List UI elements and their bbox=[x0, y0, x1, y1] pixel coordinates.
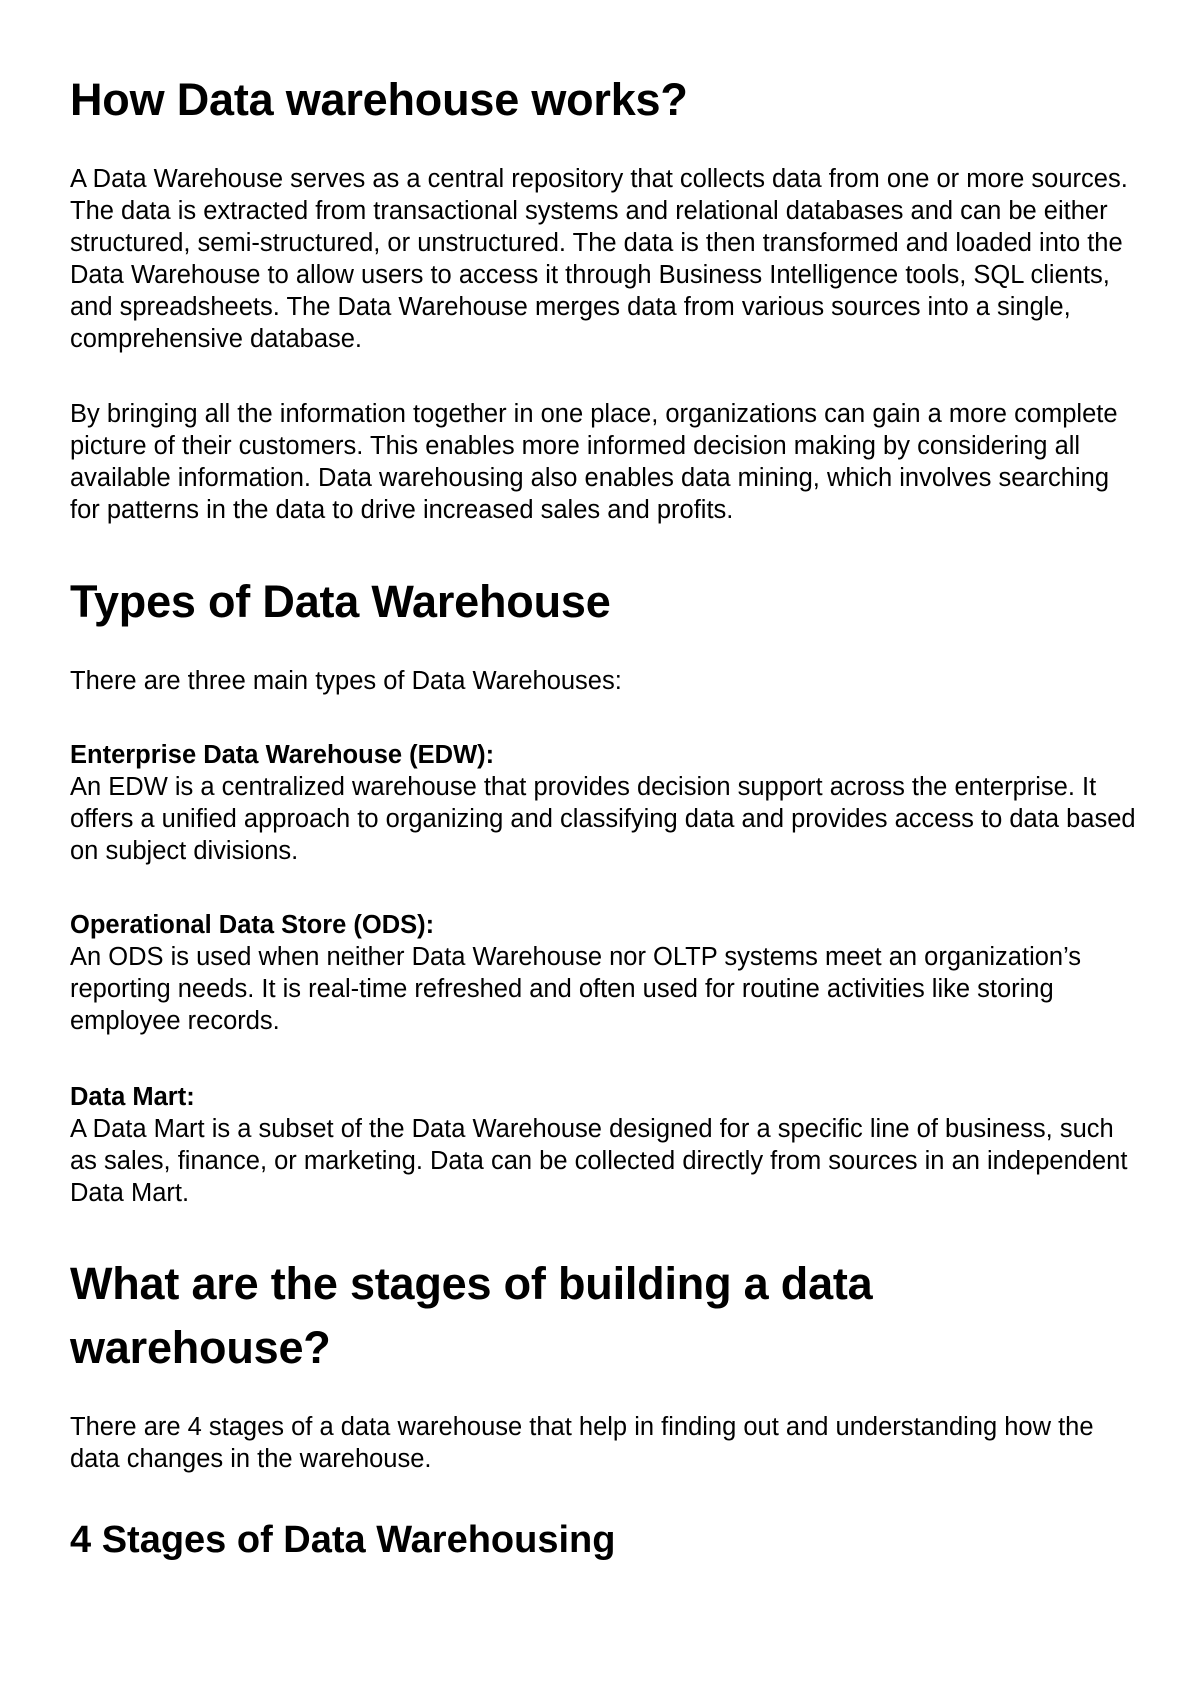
paragraph-warehouse-repository: A Data Warehouse serves as a central repository that collects data from one or more sources. The data is extracted from transactional systems and relational databases and can be either structured, semi-structured, or unstructured. The data is then transformed and loaded into the Data Warehouse to allow users to access it through Business Intelligence tools, SQL clients, and spreadsheets. The Data Warehouse merges data from various sources into a single, comprehensive database. bbox=[70, 165, 1128, 353]
paragraph-data-mart: A Data Mart is a subset of the Data Warehouse designed for a specific line of business, such as sales, finance, or marketing. Data can be collected directly from sources in an independent Data Mart. bbox=[70, 1115, 1128, 1207]
heading-how-data-warehouse-works: How Data warehouse works? bbox=[70, 74, 688, 125]
heading-stages-of-building: What are the stages of building a data warehouse? bbox=[70, 1258, 873, 1373]
paragraph-edw: An EDW is a centralized warehouse that provides decision support across the enterprise. It offers a unified approach to organizing and classifying data and provides access to data based on subject divisions. bbox=[70, 773, 1136, 865]
paragraph-stages-intro: There are 4 stages of a data warehouse that help in finding out and understanding how the data changes in the warehouse. bbox=[70, 1413, 1094, 1473]
paragraph-ods: An ODS is used when neither Data Warehouse nor OLTP systems meet an organization’s reporting needs. It is real-time refreshed and often used for routine activities like storing employee records. bbox=[70, 943, 1082, 1035]
paragraph-types-intro: There are three main types of Data Warehouses: bbox=[70, 667, 622, 695]
subheading-edw: Enterprise Data Warehouse (EDW): bbox=[70, 741, 495, 769]
subheading-data-mart: Data Mart: bbox=[70, 1083, 195, 1111]
heading-types-of-data-warehouse: Types of Data Warehouse bbox=[70, 576, 611, 627]
subheading-ods: Operational Data Store (ODS): bbox=[70, 911, 435, 939]
paragraph-complete-picture: By bringing all the information together in one place, organizations can gain a more complete picture of their customers. This enables more informed decision making by considering all available information. Data warehousing also enables data mining, which involves searching for patterns in the data to drive increased sales and profits. bbox=[70, 400, 1118, 524]
subheading-4-stages: 4 Stages of Data Warehousing bbox=[70, 1519, 616, 1561]
